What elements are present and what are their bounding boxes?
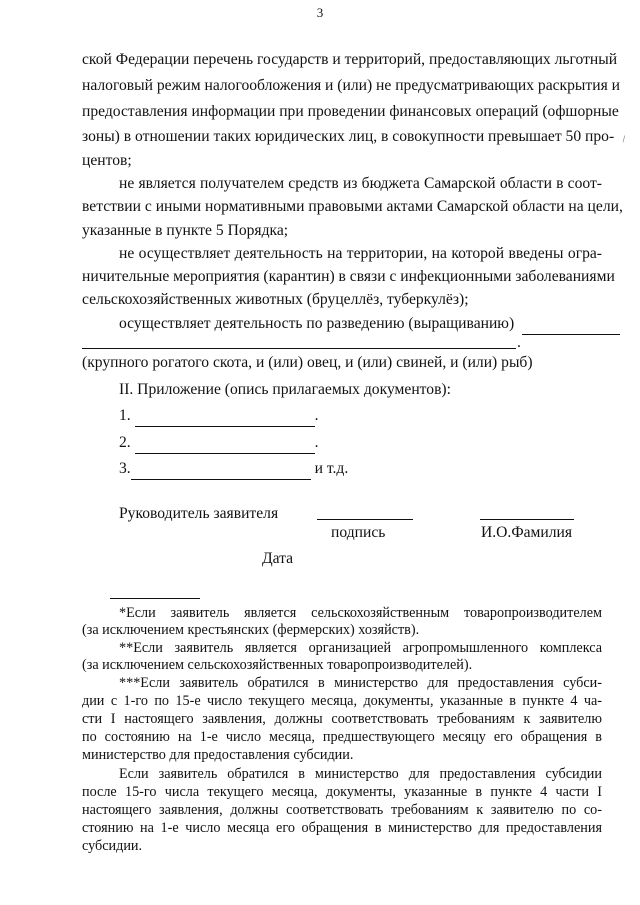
body-line: не осуществляет деятельность на территории, на которой введены огра- bbox=[119, 245, 602, 262]
activity-text: осуществляет деятельность по разведению (выращиванию) bbox=[119, 315, 515, 332]
body-line: не является получателем средств из бюджета Самарской области в соот- bbox=[119, 175, 602, 192]
appendix-item-2-blank[interactable] bbox=[135, 433, 315, 454]
footnote-separator bbox=[110, 598, 200, 599]
footnote-line: субсидии. bbox=[82, 838, 143, 854]
footnote-line: (за исключением крестьянских (фермерских) хозяйств). bbox=[82, 622, 420, 638]
footnote-line: **Если заявитель является организацией агропромышленного комплекса bbox=[119, 640, 602, 656]
appendix-heading: II. Приложение (опись прилагаемых документов): bbox=[119, 381, 451, 398]
footnote-line: по состоянию на 1-е число месяца, предшествующего месяцу его обращения в bbox=[82, 729, 602, 745]
body-line: ничительные мероприятия (карантин) в связи с инфекционными заболеваниями bbox=[82, 268, 615, 285]
appendix-item-3: 3. и т.д. bbox=[119, 459, 348, 480]
body-line: налоговый режим налогообложения и (или) не предусматривающих раскрытия и bbox=[82, 77, 620, 94]
footnote-line: Если заявитель обратился в министерство для предоставления субсидии bbox=[119, 766, 602, 782]
footnote-line: министерство для предоставления субсидии. bbox=[82, 747, 354, 763]
signature-line[interactable] bbox=[317, 519, 413, 520]
date-label: Дата bbox=[262, 550, 294, 567]
name-line[interactable] bbox=[480, 519, 574, 520]
name-label: И.О.Фамилия bbox=[481, 524, 573, 541]
footnote-line: ***Если заявитель обратился в министерство для предоставления субси- bbox=[119, 675, 602, 691]
page-number: 3 bbox=[316, 5, 324, 20]
body-line: зоны) в отношении таких юридических лиц, в совокупности превышает 50 про- bbox=[82, 128, 615, 145]
footnote-line: *Если заявитель является сельскохозяйственным товаропроизводителем bbox=[119, 605, 602, 621]
body-line: указанные в пункте 5 Порядка; bbox=[82, 222, 289, 239]
livestock-hint: (крупного рогатого скота, и (или) овец, и (или) свиней, и (или) рыб) bbox=[82, 354, 533, 371]
body-line: центов; bbox=[82, 152, 132, 169]
footnote-line: стоянию на 1-е число месяца его обращения в министерство для предоставления bbox=[82, 820, 602, 836]
footnote-line: дии с 1-го по 15-е число текущего месяца, документы, указанные в пункте 4 ча- bbox=[82, 693, 602, 709]
body-line: сельскохозяйственных животных (бруцеллёз, туберкулёз); bbox=[82, 291, 469, 308]
signature-label: подпись bbox=[331, 524, 386, 541]
head-label: Руководитель заявителя bbox=[119, 505, 279, 522]
appendix-item-2: 2. . bbox=[119, 433, 319, 454]
body-line: ветствии с иными нормативными правовыми актами Самарской области на цели, bbox=[82, 198, 623, 215]
appendix-item-1-blank[interactable] bbox=[135, 406, 315, 427]
activity-blank-continuation[interactable] bbox=[82, 348, 516, 349]
appendix-item-3-blank[interactable] bbox=[131, 459, 311, 480]
activity-blank[interactable] bbox=[522, 314, 620, 335]
appendix-item-1: 1. . bbox=[119, 406, 319, 427]
activity-line bbox=[119, 314, 620, 335]
footnote-line: настоящего заявления, должны соответствовать требованиям к заявителю по со- bbox=[82, 802, 602, 818]
period-mark: . bbox=[517, 334, 521, 351]
body-line: ской Федерации перечень государств и территорий, предоставляющих льготный bbox=[82, 51, 618, 68]
footnote-line: (за исключением сельскохозяйственных товаропроизводителей). bbox=[82, 657, 473, 673]
footnote-line: после 15-го числа текущего месяца, документы, указанные в пункте 4 части I bbox=[82, 784, 602, 800]
body-line: предоставления информации при проведении финансовых операций (офшорные bbox=[82, 103, 619, 120]
scan-artifact-mark: \ bbox=[619, 134, 628, 145]
footnote-line: сти I настоящего заявления, должны соответствовать требованиям к заявителю bbox=[82, 711, 602, 727]
